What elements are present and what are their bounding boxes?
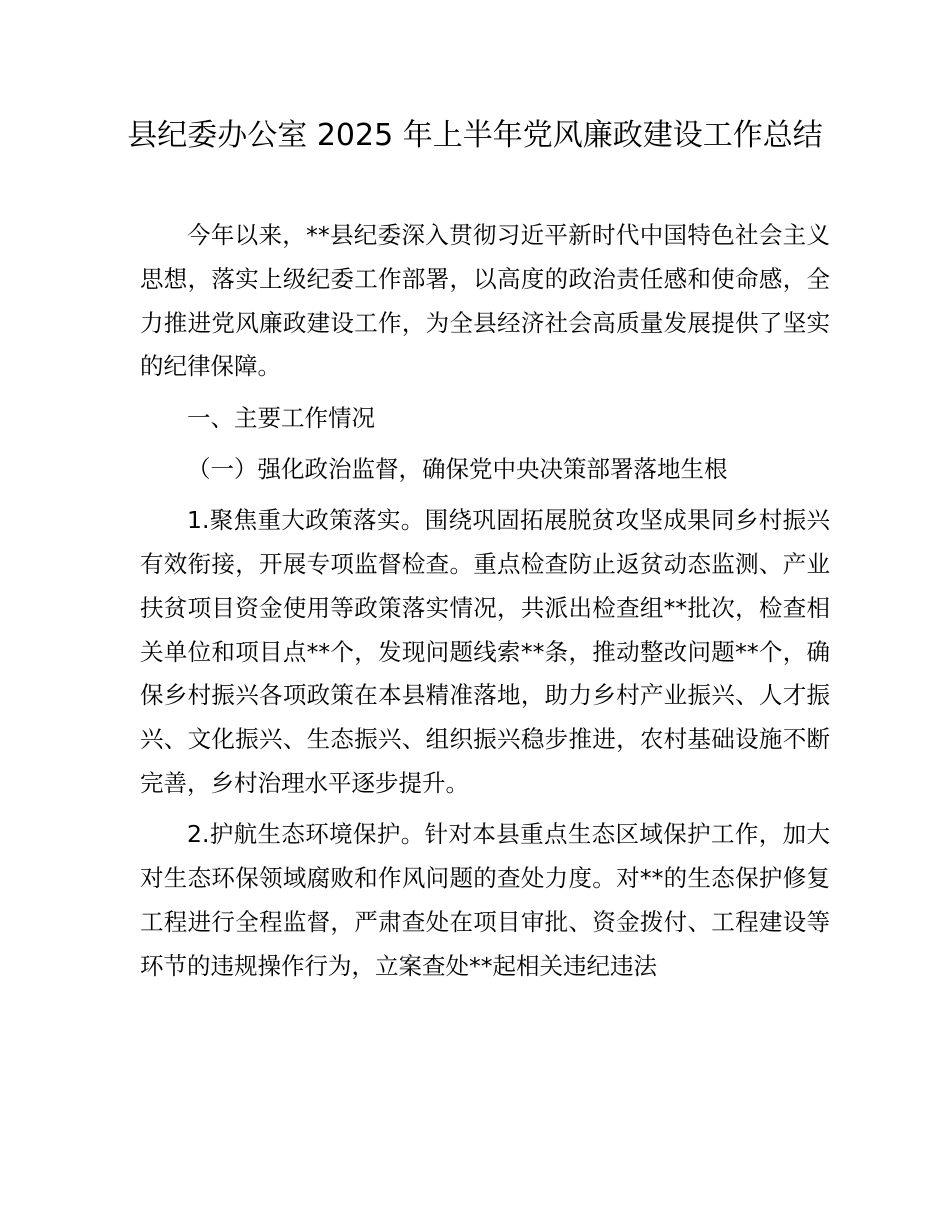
document-body	[140, 214, 830, 996]
subsection-heading-political-supervision: （一）强化政治监督，确保党中央决策部署落地生根	[187, 454, 728, 483]
section-heading-main-work: 一、主要工作情况	[187, 403, 375, 432]
document-title: 县纪委办公室 2025 年上半年党风廉政建设工作总结	[127, 118, 823, 153]
item-paragraph-policy-implementation: 1.聚焦重大政策落实。围绕巩固拓展脱贫攻坚成果同乡村振兴有效衔接，开展专项监督检查。重点检查防止返贫动态监测、产业扶贫项目资金使用等政策落实情况，共派出检查组**批次，检查相关单位和项目点**个，发现问题线索**条，推动整改问题**个，确保乡村振兴各项政策在本县精准落地，助力乡村产业振兴、人才振兴、文化振兴、生态振兴、组织振兴稳步推进，农村基础设施不断完善，乡村治理水平逐步提升。	[140, 506, 830, 798]
intro-paragraph: 今年以来，**县纪委深入贯彻习近平新时代中国特色社会主义思想，落实上级纪委工作部署，以高度的政治责任感和使命感，全力推进党风廉政建设工作，为全县经济社会高质量发展提供了坚实的纪律保障。	[140, 221, 830, 381]
item-paragraph-ecological-protection: 2.护航生态环境保护。针对本县重点生态区域保护工作，加大对生态环保领域腐败和作风问题的查处力度。对**的生态保护修复工程进行全程监督，严肃查处在项目审批、资金拨付、工程建设等环节的违规操作行为，立案查处**起相关违纪违法	[140, 820, 830, 980]
